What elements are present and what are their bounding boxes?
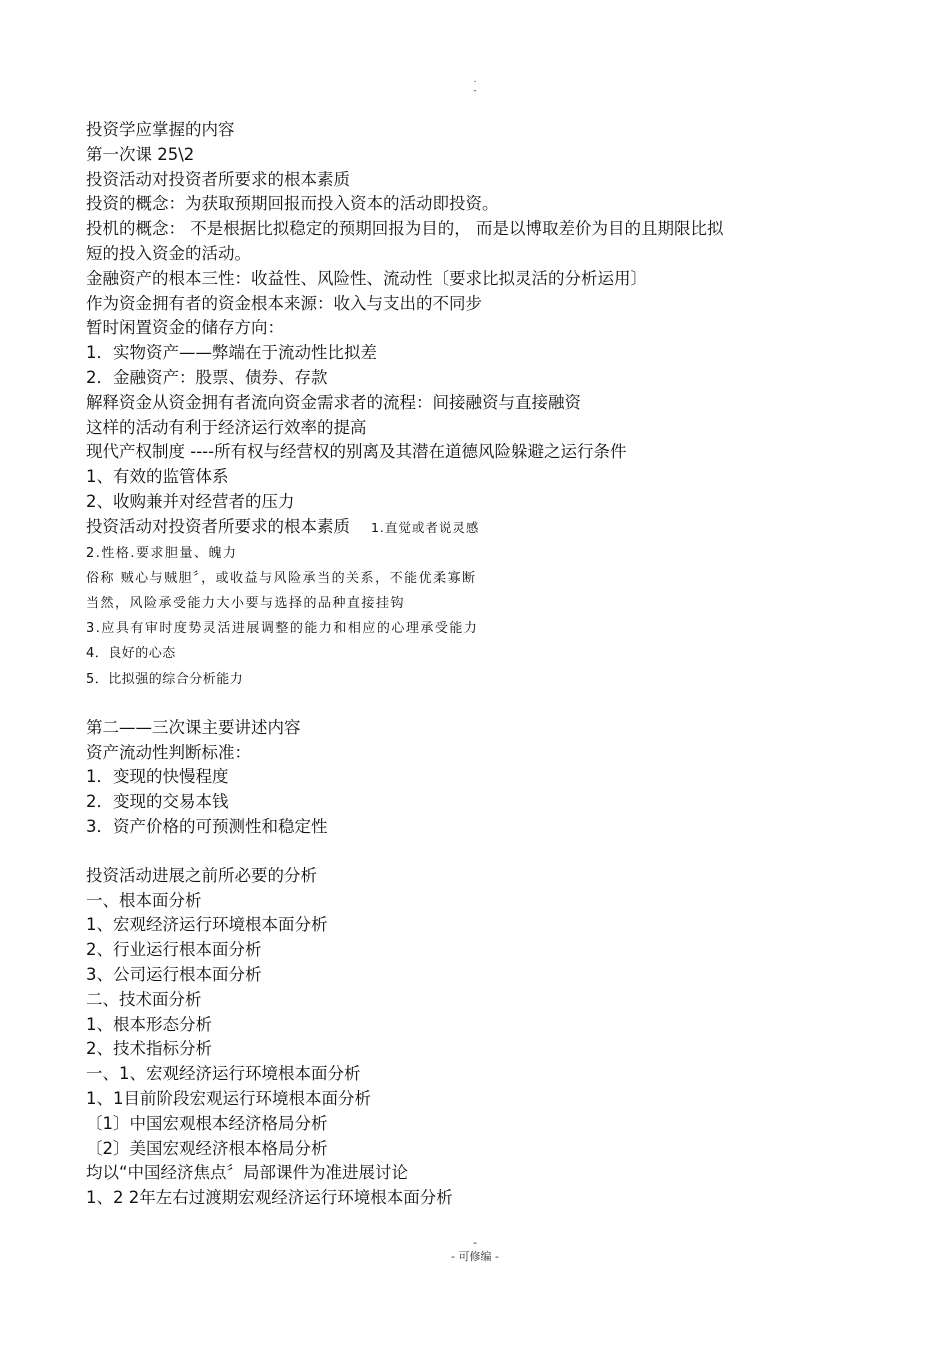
text-line: 1、1目前阶段宏观运行环境根本面分析 — [86, 1088, 371, 1108]
text-line: 这样的活动有利于经济运行效率的提高 — [86, 417, 367, 437]
footer-text: - 可修编 - — [451, 1250, 499, 1263]
spacer — [86, 840, 866, 864]
list-item: 2．金融资产：股票、债券、存款 — [86, 367, 328, 387]
list-item: 2、行业运行根本面分析 — [86, 940, 262, 960]
list-item-small: 5．比拟强的综合分析能力 — [86, 671, 244, 687]
header-mark-bottom: - — [473, 86, 477, 96]
text-line — [86, 515, 866, 541]
text-line: 均以“中国经济焦点〞局部课件为准进展讨论 — [86, 1163, 409, 1183]
list-item: 3、公司运行根本面分析 — [86, 964, 262, 984]
text-line: 作为资金拥有者的资金根本来源：收入与支出的不同步 — [86, 293, 482, 313]
text-segment: 投资活动对投资者所要求的根本素质 — [86, 516, 350, 536]
list-item: 2．变现的交易本钱 — [86, 792, 229, 812]
text-line: 短的投入资金的活动。 — [86, 243, 251, 263]
section-heading: 第二——三次课主要讲述内容 — [86, 717, 301, 737]
header-mark-top: . — [473, 75, 477, 85]
text-line: 1、2 2年左右过渡期宏观经济运行环境根本面分析 — [86, 1188, 453, 1208]
text-segment-small: 1.直觉或者说灵感 — [370, 519, 480, 535]
spacer — [86, 692, 866, 716]
list-item: 〔2〕美国宏观经济根本格局分析 — [86, 1138, 328, 1158]
footer-mark: - — [473, 1236, 477, 1249]
lesson-heading: 第一次课 25\2 — [86, 144, 195, 164]
list-item: 1、根本形态分析 — [86, 1014, 212, 1034]
list-item: 1、有效的监管体系 — [86, 467, 229, 487]
text-line: 现代产权制度 ----所有权与经营权的别离及其潜在道德风险躲避之运行条件 — [86, 442, 627, 462]
list-item-small: 4．良好的心态 — [86, 646, 176, 662]
text-line: 暂时闲置资金的储存方向： — [86, 318, 284, 338]
list-item: 〔1〕中国宏观根本经济格局分析 — [86, 1113, 328, 1133]
list-item: 2、收购兼并对经营者的压力 — [86, 491, 295, 511]
section-heading: 投资活动进展之前所必要的分析 — [86, 865, 317, 885]
text-line-small: 当然，风险承受能力大小要与选择的品种直接挂钩 — [86, 595, 406, 611]
text-line: 投资的概念：为获取预期回报而投入资本的活动即投资。 — [86, 194, 499, 214]
text-line: 投机的概念： 不是根据比拟稳定的预期回报为目的， 而是以博取差价为目的且期限比拟 — [86, 219, 724, 239]
document-title: 投资学应掌握的内容 — [86, 120, 235, 139]
list-item: 1、宏观经济运行环境根本面分析 — [86, 915, 328, 935]
list-item: 1．实物资产——弊端在于流动性比拟差 — [86, 343, 377, 363]
document-body — [86, 118, 866, 1211]
text-line-small: 俗称 贼心与贼胆〞，或收益与风险承当的关系，不能优柔寡断 — [86, 570, 477, 586]
text-line: 一、1、宏观经济运行环境根本面分析 — [86, 1064, 361, 1084]
text-line: 资产流动性判断标准： — [86, 742, 251, 762]
list-item: 2、技术指标分析 — [86, 1039, 212, 1059]
list-item: 1．变现的快慢程度 — [86, 767, 229, 787]
text-line: 金融资产的根本三性：收益性、风险性、流动性〔要求比拟灵活的分析运用〕 — [86, 268, 647, 288]
text-line-small: 3.应具有审时度势灵活进展调整的能力和相应的心理承受能力 — [86, 621, 479, 637]
text-line: 二、技术面分析 — [86, 989, 202, 1009]
text-line: 一、根本面分析 — [86, 890, 202, 910]
list-item: 3．资产价格的可预测性和稳定性 — [86, 816, 328, 836]
text-line: 投资活动对投资者所要求的根本素质 — [86, 169, 350, 189]
text-line-small: 2.性格.要求胆量、魄力 — [86, 545, 238, 561]
text-line: 解释资金从资金拥有者流向资金需求者的流程：间接融资与直接融资 — [86, 392, 581, 412]
